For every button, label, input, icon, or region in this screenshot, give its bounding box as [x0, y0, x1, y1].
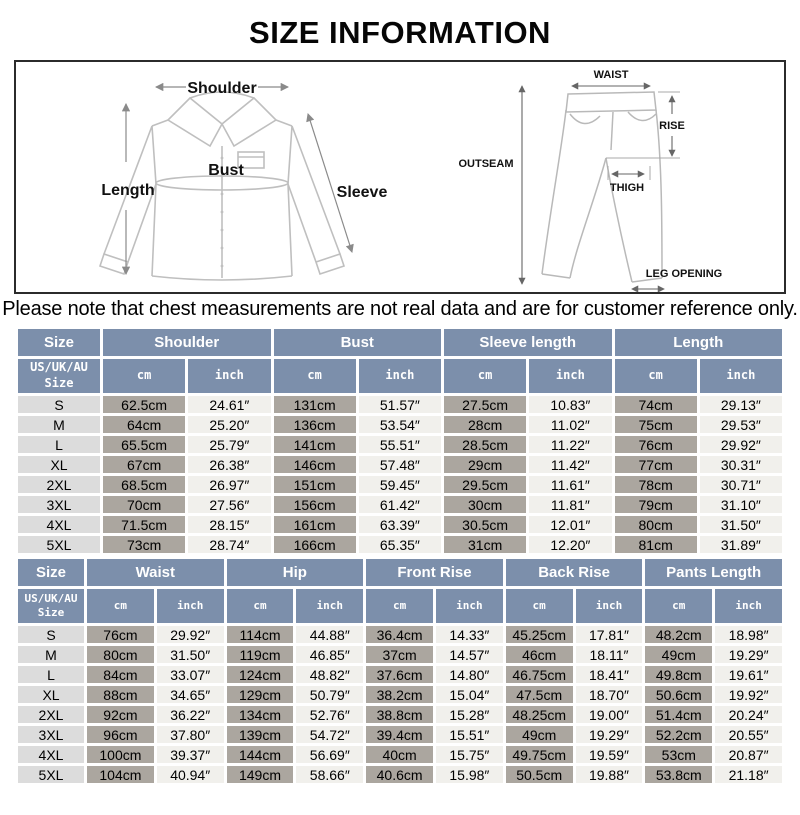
- inch-value-cell: 18.70″: [576, 686, 643, 703]
- column-header-back-rise: Back Rise: [506, 559, 643, 586]
- cm-value-cell: 49cm: [645, 646, 712, 663]
- inch-value-cell: 24.61″: [188, 396, 270, 413]
- cm-value-cell: 49.8cm: [645, 666, 712, 683]
- inch-value-cell: 57.48″: [359, 456, 441, 473]
- unit-header-inch: inch: [157, 589, 224, 623]
- cm-value-cell: 92cm: [87, 706, 154, 723]
- inch-value-cell: 20.24″: [715, 706, 782, 723]
- table-row: [18, 646, 782, 663]
- inch-value-cell: 36.22″: [157, 706, 224, 723]
- inch-value-cell: 53.54″: [359, 416, 441, 433]
- unit-header-row: [18, 359, 782, 393]
- unit-header-cm: cm: [103, 359, 185, 393]
- inch-value-cell: 15.98″: [436, 766, 503, 783]
- inch-value-cell: 37.80″: [157, 726, 224, 743]
- inch-value-cell: 20.55″: [715, 726, 782, 743]
- size-label-cell: 5XL: [18, 536, 100, 553]
- column-header-size: Size: [18, 559, 84, 586]
- cm-value-cell: 73cm: [103, 536, 185, 553]
- inch-value-cell: 19.00″: [576, 706, 643, 723]
- cm-value-cell: 37cm: [366, 646, 433, 663]
- size-label-cell: M: [18, 646, 84, 663]
- unit-header-cm: cm: [615, 359, 697, 393]
- cm-value-cell: 129cm: [227, 686, 294, 703]
- inch-value-cell: 12.01″: [529, 516, 611, 533]
- inch-value-cell: 11.02″: [529, 416, 611, 433]
- inch-value-cell: 48.82″: [296, 666, 363, 683]
- table-row: [18, 396, 782, 413]
- inch-value-cell: 34.65″: [157, 686, 224, 703]
- pants-measure-ticks: [606, 92, 680, 180]
- cm-value-cell: 144cm: [227, 746, 294, 763]
- page-title: SIZE INFORMATION: [249, 15, 551, 50]
- unit-header-cm: cm: [506, 589, 573, 623]
- group-header-row: [18, 559, 782, 586]
- table-row: [18, 666, 782, 683]
- cm-value-cell: 136cm: [274, 416, 356, 433]
- cm-value-cell: 161cm: [274, 516, 356, 533]
- size-label-cell: M: [18, 416, 100, 433]
- inch-value-cell: 59.45″: [359, 476, 441, 493]
- inch-value-cell: 58.66″: [296, 766, 363, 783]
- unit-header-inch: inch: [359, 359, 441, 393]
- table-row: [18, 686, 782, 703]
- inch-value-cell: 33.07″: [157, 666, 224, 683]
- thigh-label: THIGH: [609, 182, 645, 194]
- column-header-front-rise: Front Rise: [366, 559, 503, 586]
- cm-value-cell: 37.6cm: [366, 666, 433, 683]
- cm-value-cell: 78cm: [615, 476, 697, 493]
- inch-value-cell: 15.51″: [436, 726, 503, 743]
- inch-value-cell: 14.57″: [436, 646, 503, 663]
- length-label: Length: [101, 182, 155, 199]
- inch-value-cell: 26.38″: [188, 456, 270, 473]
- inch-value-cell: 11.22″: [529, 436, 611, 453]
- waist-label: WAIST: [593, 69, 629, 81]
- cm-value-cell: 88cm: [87, 686, 154, 703]
- inch-value-cell: 29.92″: [157, 626, 224, 643]
- table-row: [18, 726, 782, 743]
- inch-value-cell: 31.50″: [157, 646, 224, 663]
- cm-value-cell: 124cm: [227, 666, 294, 683]
- size-label-cell: 3XL: [18, 726, 84, 743]
- inch-value-cell: 39.37″: [157, 746, 224, 763]
- table-row: [18, 766, 782, 783]
- cm-value-cell: 46.75cm: [506, 666, 573, 683]
- cm-value-cell: 49cm: [506, 726, 573, 743]
- inch-value-cell: 18.11″: [576, 646, 643, 663]
- cm-value-cell: 75cm: [615, 416, 697, 433]
- subheader-us-uk-au-size: US/UK/AU Size: [18, 589, 84, 623]
- unit-header-cm: cm: [645, 589, 712, 623]
- inch-value-cell: 18.98″: [715, 626, 782, 643]
- size-label-cell: XL: [18, 686, 84, 703]
- size-label-cell: L: [18, 666, 84, 683]
- inch-value-cell: 12.20″: [529, 536, 611, 553]
- cm-value-cell: 156cm: [274, 496, 356, 513]
- inch-value-cell: 31.10″: [700, 496, 782, 513]
- table-row: [18, 456, 782, 473]
- size-label-cell: 3XL: [18, 496, 100, 513]
- inch-value-cell: 28.74″: [188, 536, 270, 553]
- inch-value-cell: 52.76″: [296, 706, 363, 723]
- cm-value-cell: 100cm: [87, 746, 154, 763]
- cm-value-cell: 46cm: [506, 646, 573, 663]
- inch-value-cell: 29.53″: [700, 416, 782, 433]
- table-row: [18, 436, 782, 453]
- table-row: [18, 416, 782, 433]
- cm-value-cell: 131cm: [274, 396, 356, 413]
- cm-value-cell: 77cm: [615, 456, 697, 473]
- column-header-hip: Hip: [227, 559, 364, 586]
- cm-value-cell: 76cm: [615, 436, 697, 453]
- column-header-size: Size: [18, 329, 100, 356]
- table-row: [18, 706, 782, 723]
- inch-value-cell: 15.28″: [436, 706, 503, 723]
- cm-value-cell: 139cm: [227, 726, 294, 743]
- outseam-label: OUTSEAM: [458, 158, 514, 170]
- column-header-pants-length: Pants Length: [645, 559, 782, 586]
- cm-value-cell: 134cm: [227, 706, 294, 723]
- inch-value-cell: 29.13″: [700, 396, 782, 413]
- size-label-cell: 4XL: [18, 516, 100, 533]
- cm-value-cell: 79cm: [615, 496, 697, 513]
- table-row: [18, 746, 782, 763]
- cm-value-cell: 29.5cm: [444, 476, 526, 493]
- cm-value-cell: 30.5cm: [444, 516, 526, 533]
- cm-value-cell: 149cm: [227, 766, 294, 783]
- cm-value-cell: 50.5cm: [506, 766, 573, 783]
- cm-value-cell: 64cm: [103, 416, 185, 433]
- unit-header-inch: inch: [296, 589, 363, 623]
- cm-value-cell: 45.25cm: [506, 626, 573, 643]
- inch-value-cell: 46.85″: [296, 646, 363, 663]
- shirt-measurement-diagram: [16, 62, 422, 292]
- measurement-diagram-box: [14, 60, 786, 294]
- shoulder-label: Shoulder: [187, 80, 257, 97]
- cm-value-cell: 47.5cm: [506, 686, 573, 703]
- size-label-cell: XL: [18, 456, 100, 473]
- inch-value-cell: 19.59″: [576, 746, 643, 763]
- cm-value-cell: 51.4cm: [645, 706, 712, 723]
- cm-value-cell: 114cm: [227, 626, 294, 643]
- rise-label: RISE: [659, 120, 685, 132]
- size-label-cell: S: [18, 626, 84, 643]
- leg-opening-label: LEG OPENING: [645, 268, 723, 280]
- cm-value-cell: 53.8cm: [645, 766, 712, 783]
- inch-value-cell: 27.56″: [188, 496, 270, 513]
- cm-value-cell: 65.5cm: [103, 436, 185, 453]
- inch-value-cell: 31.50″: [700, 516, 782, 533]
- cm-value-cell: 38.2cm: [366, 686, 433, 703]
- size-label-cell: 4XL: [18, 746, 84, 763]
- cm-value-cell: 30cm: [444, 496, 526, 513]
- unit-header-inch: inch: [529, 359, 611, 393]
- unit-header-cm: cm: [274, 359, 356, 393]
- column-header-shoulder: Shoulder: [103, 329, 271, 356]
- unit-header-cm: cm: [87, 589, 154, 623]
- cm-value-cell: 28.5cm: [444, 436, 526, 453]
- inch-value-cell: 10.83″: [529, 396, 611, 413]
- cm-value-cell: 38.8cm: [366, 706, 433, 723]
- sleeve-label: Sleeve: [336, 184, 388, 201]
- inch-value-cell: 14.33″: [436, 626, 503, 643]
- inch-value-cell: 65.35″: [359, 536, 441, 553]
- inch-value-cell: 40.94″: [157, 766, 224, 783]
- inch-value-cell: 15.75″: [436, 746, 503, 763]
- inch-value-cell: 15.04″: [436, 686, 503, 703]
- inch-value-cell: 30.71″: [700, 476, 782, 493]
- inch-value-cell: 61.42″: [359, 496, 441, 513]
- unit-header-row: [18, 589, 782, 623]
- cm-value-cell: 80cm: [87, 646, 154, 663]
- unit-header-inch: inch: [436, 589, 503, 623]
- cm-value-cell: 28cm: [444, 416, 526, 433]
- cm-value-cell: 36.4cm: [366, 626, 433, 643]
- column-header-length: Length: [615, 329, 783, 356]
- inch-value-cell: 25.20″: [188, 416, 270, 433]
- cm-value-cell: 62.5cm: [103, 396, 185, 413]
- subheader-us-uk-au-size: US/UK/AU Size: [18, 359, 100, 393]
- cm-value-cell: 52.2cm: [645, 726, 712, 743]
- bust-label: Bust: [208, 162, 244, 179]
- inch-value-cell: 19.61″: [715, 666, 782, 683]
- size-label-cell: S: [18, 396, 100, 413]
- inch-value-cell: 54.72″: [296, 726, 363, 743]
- cm-value-cell: 71.5cm: [103, 516, 185, 533]
- inch-value-cell: 11.42″: [529, 456, 611, 473]
- cm-value-cell: 29cm: [444, 456, 526, 473]
- cm-value-cell: 70cm: [103, 496, 185, 513]
- inch-value-cell: 17.81″: [576, 626, 643, 643]
- inch-value-cell: 44.88″: [296, 626, 363, 643]
- cm-value-cell: 84cm: [87, 666, 154, 683]
- cm-value-cell: 74cm: [615, 396, 697, 413]
- inch-value-cell: 21.18″: [715, 766, 782, 783]
- inch-value-cell: 51.57″: [359, 396, 441, 413]
- cm-value-cell: 48.25cm: [506, 706, 573, 723]
- size-label-cell: 2XL: [18, 706, 84, 723]
- inch-value-cell: 19.92″: [715, 686, 782, 703]
- table-row: [18, 516, 782, 533]
- cm-value-cell: 166cm: [274, 536, 356, 553]
- cm-value-cell: 27.5cm: [444, 396, 526, 413]
- cm-value-cell: 96cm: [87, 726, 154, 743]
- size-label-cell: 2XL: [18, 476, 100, 493]
- cm-value-cell: 53cm: [645, 746, 712, 763]
- cm-value-cell: 31cm: [444, 536, 526, 553]
- unit-header-cm: cm: [444, 359, 526, 393]
- cm-value-cell: 68.5cm: [103, 476, 185, 493]
- cm-value-cell: 80cm: [615, 516, 697, 533]
- cm-value-cell: 81cm: [615, 536, 697, 553]
- unit-header-cm: cm: [366, 589, 433, 623]
- table-row: [18, 536, 782, 553]
- cm-value-cell: 49.75cm: [506, 746, 573, 763]
- inch-value-cell: 30.31″: [700, 456, 782, 473]
- table-row: [18, 626, 782, 643]
- unit-header-inch: inch: [700, 359, 782, 393]
- inch-value-cell: 20.87″: [715, 746, 782, 763]
- unit-header-inch: inch: [715, 589, 782, 623]
- inch-value-cell: 56.69″: [296, 746, 363, 763]
- inch-value-cell: 28.15″: [188, 516, 270, 533]
- inch-value-cell: 19.29″: [715, 646, 782, 663]
- pants-size-table: [15, 556, 785, 786]
- inch-value-cell: 55.51″: [359, 436, 441, 453]
- inch-value-cell: 11.81″: [529, 496, 611, 513]
- cm-value-cell: 40.6cm: [366, 766, 433, 783]
- table-row: [18, 496, 782, 513]
- shirt-size-table: [15, 326, 785, 556]
- inch-value-cell: 50.79″: [296, 686, 363, 703]
- group-header-row: [18, 329, 782, 356]
- cm-value-cell: 146cm: [274, 456, 356, 473]
- table-row: [18, 476, 782, 493]
- cm-value-cell: 76cm: [87, 626, 154, 643]
- cm-value-cell: 151cm: [274, 476, 356, 493]
- column-header-sleeve-length: Sleeve length: [444, 329, 612, 356]
- cm-value-cell: 40cm: [366, 746, 433, 763]
- inch-value-cell: 19.29″: [576, 726, 643, 743]
- cm-value-cell: 119cm: [227, 646, 294, 663]
- cm-value-cell: 50.6cm: [645, 686, 712, 703]
- cm-value-cell: 104cm: [87, 766, 154, 783]
- inch-value-cell: 26.97″: [188, 476, 270, 493]
- inch-value-cell: 19.88″: [576, 766, 643, 783]
- unit-header-inch: inch: [576, 589, 643, 623]
- cm-value-cell: 67cm: [103, 456, 185, 473]
- inch-value-cell: 14.80″: [436, 666, 503, 683]
- cm-value-cell: 39.4cm: [366, 726, 433, 743]
- pants-measurement-diagram: [422, 62, 782, 292]
- column-header-bust: Bust: [274, 329, 442, 356]
- cm-value-cell: 141cm: [274, 436, 356, 453]
- size-label-cell: 5XL: [18, 766, 84, 783]
- inch-value-cell: 29.92″: [700, 436, 782, 453]
- size-label-cell: L: [18, 436, 100, 453]
- inch-value-cell: 63.39″: [359, 516, 441, 533]
- unit-header-inch: inch: [188, 359, 270, 393]
- inch-value-cell: 18.41″: [576, 666, 643, 683]
- unit-header-cm: cm: [227, 589, 294, 623]
- reference-note: Please note that chest measurements are not real data and are for customer reference only.: [2, 298, 798, 320]
- column-header-waist: Waist: [87, 559, 224, 586]
- inch-value-cell: 11.61″: [529, 476, 611, 493]
- inch-value-cell: 31.89″: [700, 536, 782, 553]
- cm-value-cell: 48.2cm: [645, 626, 712, 643]
- inch-value-cell: 25.79″: [188, 436, 270, 453]
